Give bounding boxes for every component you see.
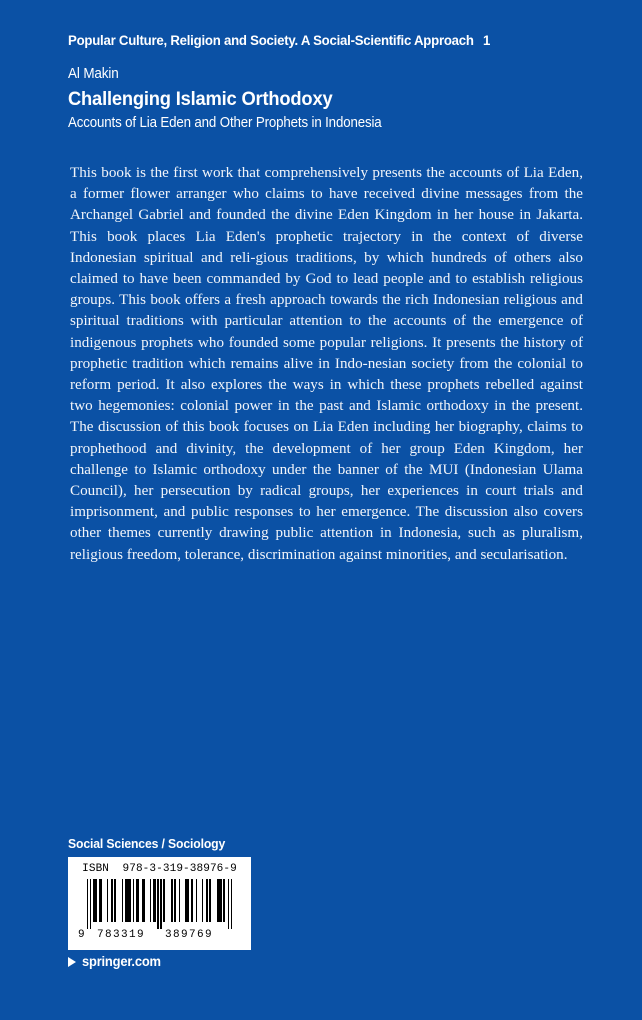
book-title: Challenging Islamic Orthodoxy	[68, 88, 333, 110]
back-cover-blurb: This book is the first work that comprehensively presents the accounts of Lia Eden, a former flower arranger who claims to have received divine messages from the Archangel Gabriel and founded the divine Eden Kingdom in her house in Jakarta. This book places Lia Eden's prophetic trajectory in the context of diverse Indonesian spiritual and reli-gious traditions, by which hundreds of others also claimed to have been commanded by God to lead people and to establish religious groups. This book offers a fresh approach towards the rich Indonesian religious and spiritual traditions with particular attention to the accounts of the emergence of indigenous prophets who founded some popular religions. It presents the history of prophetic tradition which remains alive in Indo-nesian society from the colonial to reform period. It also explores the ways in which these prophets rebelled against two hegemonies: colonial power in the past and Islamic orthodoxy in the present. The discussion of this book focuses on Lia Eden including her biography, claims to prophethood and divinity, the development of her group Eden Kingdom, her challenge to Islamic orthodoxy under the banner of the MUI (Indonesian Ulama Council), her persecution by radical groups, her experiences in court trials and imprisonment, and public responses to her emergence. The discussion also covers other themes currently drawing public attention in Indonesia, such as pluralism, religious freedom, tolerance, discrimination against minorities, and secularisation.	[70, 165, 583, 563]
triangle-right-icon	[68, 957, 76, 967]
barcode-digits	[77, 929, 242, 943]
isbn-barcode-block	[68, 857, 251, 950]
barcode-digits-middle: 783319	[97, 929, 146, 941]
barcode-bars	[77, 879, 242, 929]
publisher-logo[interactable]	[68, 954, 165, 969]
series-title-text: Popular Culture, Religion and Society. A Social-Scientific Approach	[68, 33, 474, 49]
subject-category: Social Sciences / Sociology	[68, 836, 226, 851]
series-number: 1	[483, 33, 491, 49]
book-subtitle: Accounts of Lia Eden and Other Prophets in Indonesia	[68, 115, 382, 131]
isbn-text	[79, 863, 239, 875]
series-title	[68, 33, 552, 49]
barcode-digit-left: 9	[78, 929, 87, 941]
barcode-bar	[231, 879, 233, 929]
publisher-url: springer.com	[82, 954, 161, 969]
isbn-label: ISBN	[82, 863, 110, 875]
barcode-digits-right: 389769	[165, 929, 214, 941]
isbn-number: 978-3-319-38976-9	[122, 863, 237, 875]
author-name: Al Makin	[68, 66, 119, 82]
